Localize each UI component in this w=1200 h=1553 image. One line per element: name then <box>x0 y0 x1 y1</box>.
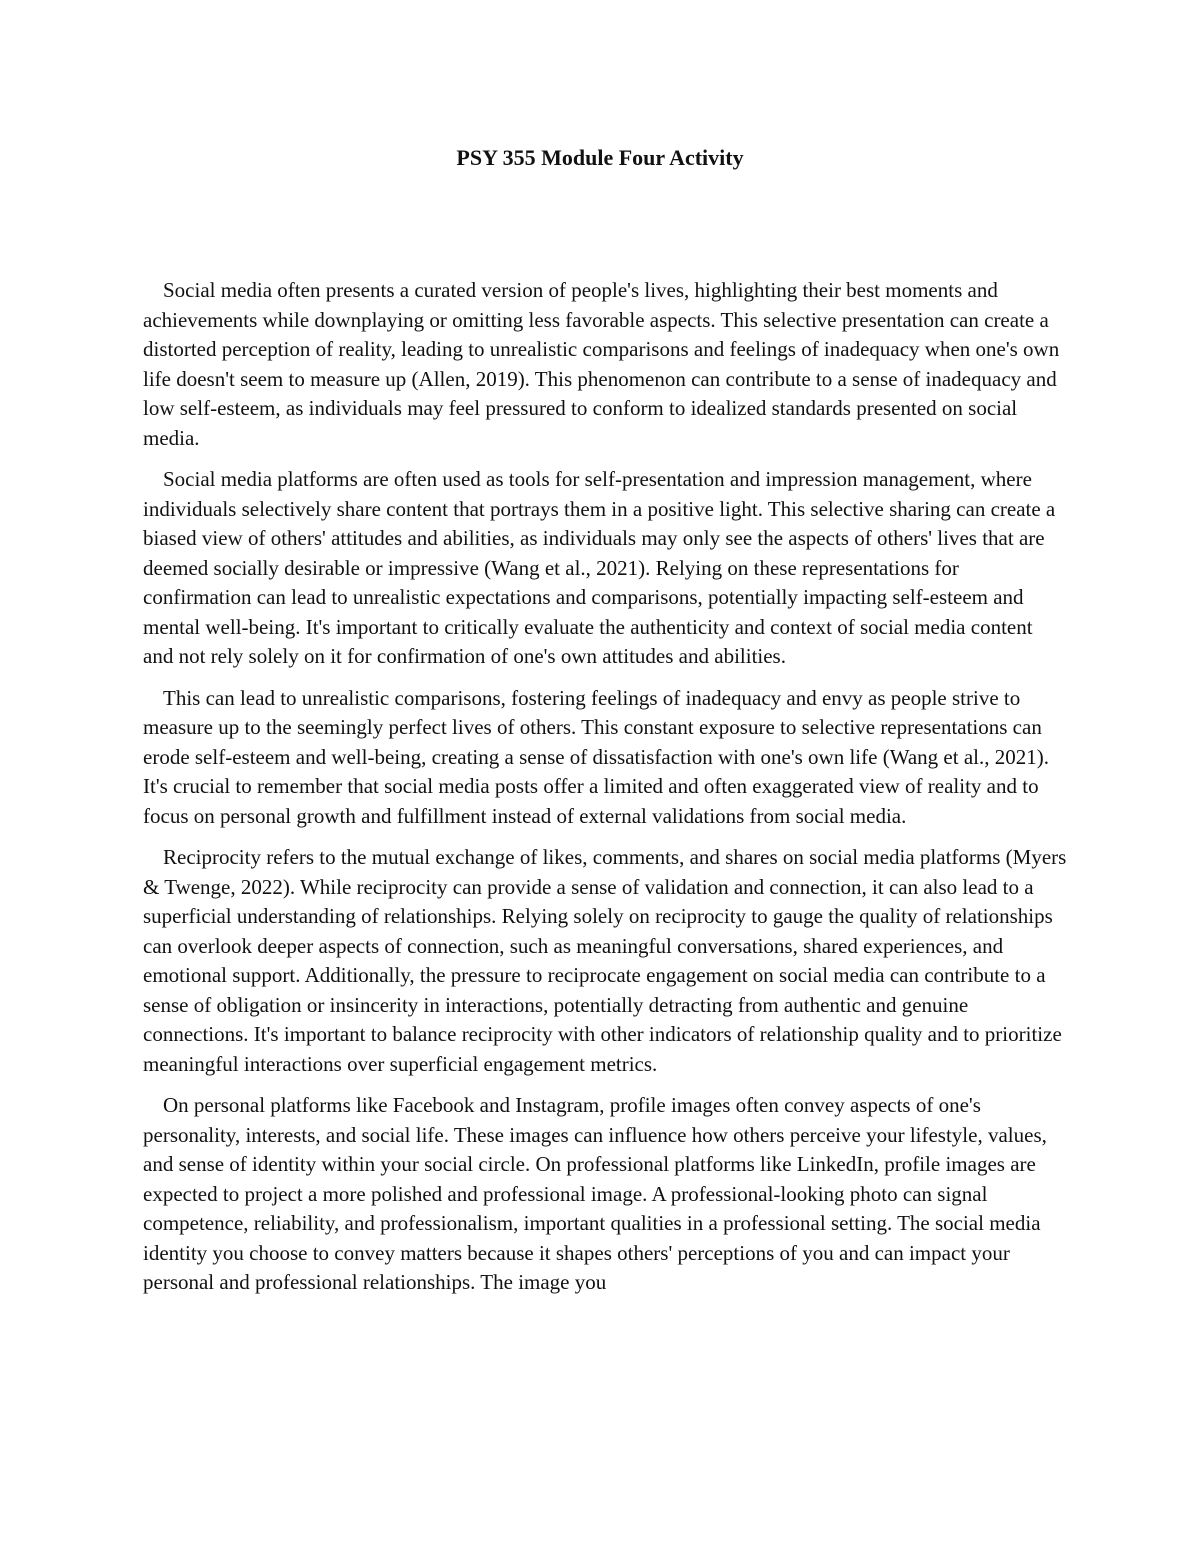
paragraph-reciprocity: Reciprocity refers to the mutual exchange of likes, comments, and shares on social media platforms (Myers & Twenge, 2022). While reciprocity can provide a sense of validation and connection, it can also lead to a superficial understanding of relationships. Relying solely on reciprocity to gauge the quality of relationships can overlook deeper aspects of connection, such as meaningful conversations, shared experiences, and emotional support. Additionally, the pressure to reciprocate engagement on social media can contribute to a sense of obligation or insincerity in interactions, potentially detracting from authentic and genuine connections. It's important to balance reciprocity with other indicators of relationship quality and to prioritize meaningful interactions over superficial engagement metrics. <box>143 845 1067 1076</box>
paragraph-profile-images: On personal platforms like Facebook and Instagram, profile images often convey aspects of one's personality, interests, and social life. These images can influence how others perceive your lifestyle, values, and sense of identity within your social circle. On professional platforms like LinkedIn, profile images are expected to project a more polished and professional image. A professional-looking photo can signal competence, reliability, and professionalism, important qualities in a professional setting. The social media identity you choose to convey matters because it shapes others' perceptions of you and can impact your personal and professional relationships. The image you <box>143 1093 1047 1294</box>
document-body <box>143 276 1067 1310</box>
paragraph-self-presentation: Social media platforms are often used as tools for self-presentation and impression management, where individuals selectively share content that portrays them in a positive light. This selective sharing can create a biased view of others' attitudes and abilities, as individuals may only see the aspects of others' lives that are deemed socially desirable or impressive (Wang et al., 2021). Relying on these representations for confirmation can lead to unrealistic expectations and comparisons, potentially impacting self-esteem and mental well-being. It's important to critically evaluate the authenticity and context of social media content and not rely solely on it for confirmation of one's own attitudes and abilities. <box>143 467 1056 668</box>
paragraph-social-media-curation: Social media often presents a curated version of people's lives, highlighting their best moments and achievements while downplaying or omitting less favorable aspects. This selective presentation can create a distorted perception of reality, leading to unrealistic comparisons and feelings of inadequacy when one's own life doesn't seem to measure up (Allen, 2019). This phenomenon can contribute to a sense of inadequacy and low self-esteem, as individuals may feel pressured to conform to idealized standards presented on social media. <box>143 278 1060 450</box>
paragraph-unrealistic-comparisons: This can lead to unrealistic comparisons, fostering feelings of inadequacy and envy as people strive to measure up to the seemingly perfect lives of others. This constant exposure to selective representations can erode self-esteem and well-being, creating a sense of dissatisfaction with one's own life (Wang et al., 2021). It's crucial to remember that social media posts offer a limited and often exaggerated view of reality and to focus on personal growth and fulfillment instead of external validations from social media. <box>143 685 1049 828</box>
document-title: PSY 355 Module Four Activity <box>456 145 744 170</box>
